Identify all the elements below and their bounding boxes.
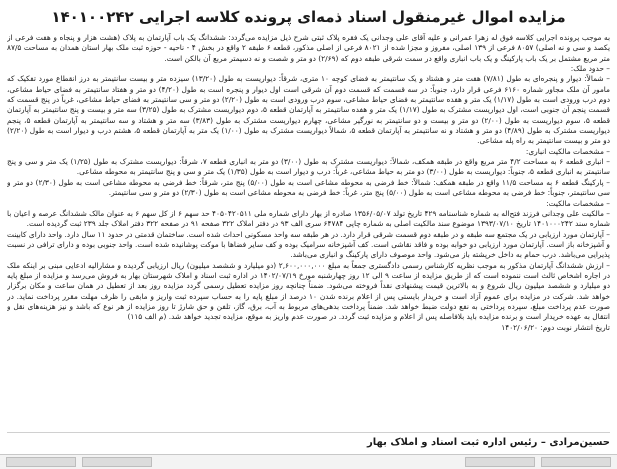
notice-signature: حسین‌مرادی – رئیس اداره ثبت اسناد و املاک بهار (366, 437, 610, 448)
notice-paragraph-publish-date: تاریخ انتشار نوبت دوم: ۱۴۰۲/۰۶/۲۰ (501, 322, 610, 332)
notice-paragraph-boundaries: – شمالاً: دیوار و پنجره‌ای به طول (۷/۸۱) هفت متر و هشتاد و یک سانتیمتر به فضای کوچه ۱۰ متری، شرقاً: دیواریست به طول (۱۳/۲۰) سیزده متر و بیست سانتیمتر به درز انقطاع مورد تفکیک که مامور آن ملک مجاور شماره ۶۱۶۰ فرعی قرار دارد، جنوباً: در سه قسمت که قسمت دوم آن شرقی است اول دیوار و پنجره است به طول (۴/۲۰) دو متر و هفتاد سانتیمتر به فضای حیاط مشاعی، دوم درب ورودی است به طول (۱/۱۷) یک متر و هفده سانتیمتر به فضای حیاط مشاعی، سوم درب ورودی است به طول (۲/۲۰) دو متر و سی سانتیمتر به فضای حیاط مشاعی، غرباً در پنج قسمت که قسمت پنجم آن جنوبی است، اول دیواریست مشترک به طول (۱/۱۷) یک متر و هفده سانتیمتر به آپارتمان قطعه ۵، دوم دیواریست مشترک به طول (۳/۲۵) سه متر و بیست و پنج سانتیمتر به آپارتمان قطعه ۵، سوم دیواریست به طول (۲/۰۰) دو متر و بیست و دو سانتیمتر به نورگیر مشاعی، چهارم دیواریست مشترک به طول (۳/۸۳) سه متر و هشتاد و سه سانتیمتر به آپارتمان قطعه ۵، پنجم دیواریست مشترک به طول (۴/۸۹) دو متر و هشتاد و نه سانتیمتر به آپارتمان قطعه ۵، شمالاً دیواریست مشترک به طول (۱/۰۰) یک متر به آپارتمان قطعه ۵، هشتم درب و دیوار است به طول (۲/۲۰) دو متر و بیست سانتیمتر به راه پله مشاعی. (7, 74, 610, 146)
thumbnail-placeholder (541, 457, 611, 467)
notice-paragraph-valuation: – ارزش ششدانگ آپارتمان مذکور به موجب نظریه کارشناس رسمی دادگستری جمعاً به مبلغ ۲,۶۰۰,۰۰۰,۰۰۰ (دو میلیارد و ششصد میلیون) ریال ارزیابی گردیده و مشارالیه ادعایی مبنی بر اینکه ملک در اجاره اشخاص ثالث است ننموده است که از طریق مزایده از ساعت ۹ الی ۱۲ روز چهارشنبه مورخ ۱۴۰۲/۰۷/۱۹ در اداره ثبت اسناد و املاک شهرستان بهار به فروش می‌رسد و مزایده از مبلغ پایه دو میلیارد و ششصد میلیون ریال شروع و به بالاترین قیمت پیشنهادی نقداً فروخته می‌شود. ضمناً چنانچه روز مزایده تعطیل رسمی گردد مزایده روز بعد از تعطیل در همان ساعت و مکان برگزار خواهد شد. شرکت در مزایده برای عموم آزاد است و خریدار بایستی پس از اعلام برنده شدن ۱۰ درصد از مبلغ پایه را به حساب سپرده ثبت واریز و مابقی را ظرف مهلت مقرر پرداخت نماید. در صورت عدم پرداخت مبلغ، سپرده پرداختی به نفع دولت ضبط خواهد شد. ضمناً پرداخت بدهی‌های مربوط به آب، برق، گاز، تلفن و حق شارژ تا روز مزایده از هر نوع که باشد و نیز هزینه‌های نقل و انتقال به عهده خریدار است و برنده مزایده باید بلافاصله پس از اعلام و مزایده ثبت گردد. در صورت عدم واریز به موقع، مزایده تجدید خواهد شد. (م الف ۱۱۵) (7, 260, 610, 322)
notice-paragraph-intro: به موجب پرونده اجرایی کلاسه فوق له زهرا عمرانی و علیه آقای علی وجدانی یک فقره پلاک ثبتی شرح ذیل مزایده می‌گردد: ششدانگ یک باب آپارتمان به پلاک (هشت هزار و پنجاه و هفت فرعی از یکصد و سی و نه اصلی) ۸۰۵۷ فرعی از ۱۳۹ اصلی، مفروز و مجزا شده از ۸۰۲۱ فرعی از اصلی مذکور، قطعه ۶ طبقه ۲ واقع در بخش ۴ - ناحیه - حوزه ثبت ملک بهار استان همدان به مساحت ۸۷/۵ متر مربع مشتمل بر یک باب پارکینگ و یک باب انباری واقع در سمت شرقی طبقه دوم که (۲/۶۹) دو متر و شصت و نه دسیمتر مربع آن بالکن است. (7, 33, 610, 63)
notice-footer (7, 432, 610, 451)
notice-paragraph-ownership-heading: – مشخصات مالکیت: (546, 198, 610, 208)
notice-body (7, 33, 610, 418)
notice-title: مزایده اموال غیرمنقول اسناد ذمه‌ای پرونده کلاسه اجرایی ۱۴۰۱۰۰۲۴۲ (51, 8, 566, 26)
thumbnail-placeholder (465, 457, 535, 467)
notice-paragraph-storage-heading: – مشخصات مالکیت انباری: (525, 146, 610, 156)
notice-paragraph-ownership: – مالکیت علی وجدانی فرزند فتح‌اله به شماره شناسنامه ۴۲۹ تاریخ تولد ۱۳۵۶/۰۵/۰۷ صادره از بهار دارای شماره ملی ۴۰۵۰۴۲۰۵۱۱ حد سهم ۶ از کل سهم ۶ به عنوان مالک ششدانگ عرصه و اعیان با شماره سند ۱۴۰۱۰۰۰۲۴۲ تاریخ ۱۳۹۳/۰۷/۱۰ موضوع سند مالکیت اصلی به شماره چاپی ۶۴۷۸۴ سری الف ۹۳ در دفتر املاک ۳۲۲ صفحه ۹۱ در صفحه ۳۲۲ دفتر املاک جلد ۲۳۹ ثبت گردیده است. (7, 208, 610, 229)
notice-paragraph-description: – آپارتمان مورد ارزیابی در یک مجتمع سه طبقه و در طبقه دوم قسمت شرقی قرار دارد. در هر طبقه سه واحد مسکونی احداث شده است. ساختمان قدمتی در حدود ۱۱ سال دارد. واحد دارای کابینت و آشپزخانه باز است. آپارتمان مورد ارزیابی دو خوابه بوده و فاقد نقاشی است. کف آشپزخانه سرامیک بوده و کف سایر فضاها با موکت پوشانیده شده است. واحد جنوبی بوده و دارای ترافی در نسبت پذیرایی می‌باشد. درب حمام به داخل خرپشته باز می‌شود. واحد موصوف دارای پارکینگ و انباری می‌باشد. (7, 229, 610, 260)
notice-paragraph-parking: – پارکینگ قطعه ۶ به مساحت ۱۱/۵ واقع در طبقه همکف: شمالاً: خط فرضی به محوطه مشاعی است به طول (۵/۰۰) پنج متر، شرقاً: خط فرضی به محوطه مشاعی است به طول (۲/۳۰) دو متر و سی سانتیمتر، جنوباً: خط فرضی به محوطه مشاعی است به طول (۵/۰۰) پنج متر، غرباً: خط فرضی به محوطه مشاعی است به طول (۲/۳۰) دو متر و سی سانتیمتر. (7, 177, 610, 198)
thumbnail-placeholder (82, 457, 152, 467)
notice-paragraph-boundaries-heading: – حدود ملک: (570, 64, 610, 74)
thumbnail-placeholder (6, 457, 76, 467)
notice-paragraph-storage: – انباری قطعه ۶ به مساحت ۴/۲ متر مربع واقع در طبقه همکف، شمالاً: دیواریست مشترک به طول (۳/۰۰) دو متر به انباری قطعه ۷، شرقاً: دیواریست مشترک به طول (۱/۲۵) یک متر و سی و پنج سانتیمتر به انباری قطعه ۵، جنوباً: دیواریست به طول (۳/۰۰) دو متر به حیاط مشاعی، غرباً: درب و دیوار است به طول (۱/۳۵) یک متر و سی و پنج سانتیمتر به محوطه مشاعی. (7, 157, 610, 177)
